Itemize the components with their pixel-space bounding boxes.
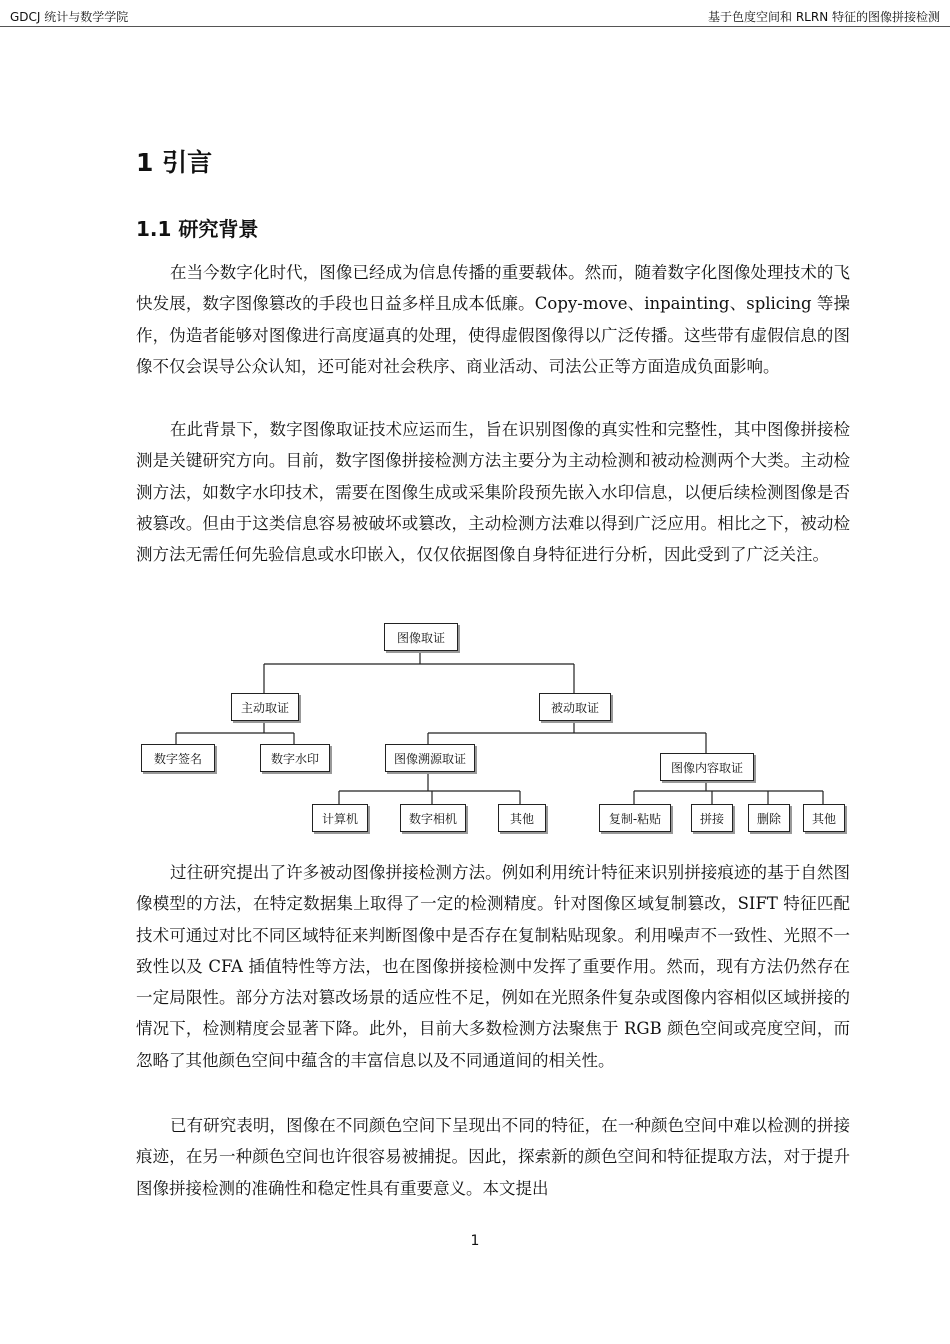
subsection-title: 1.1 研究背景	[136, 217, 259, 241]
paragraph: 过往研究提出了许多被动图像拼接检测方法。例如利用统计特征来识别拼接痕迹的基于自然图像模型的方法，在特定数据集上取得了一定的检测精度。针对图像区域复制篡改，SIFT 特征匹配技术可通过对比不同区域特征来判断图像中是否存在复制粘贴现象。利用噪声不一致性、光照不一致性以及 CFA 插值特性等方法，也在图像拼接检测中发挥了重要作用。然而，现有方法仍然存在一定局限性。部分方法对篡改场景的适应性不足，例如在光照条件复杂或图像内容相似区域拼接的情况下，检测精度会显著下降。此外，目前大多数检测方法聚焦于 RGB 颜色空间或亮度空间，而忽略了其他颜色空间中蕴含的丰富信息以及不同通道间的相关性。	[136, 863, 850, 1070]
forensics-tree-diagram	[136, 615, 850, 840]
node-passive: 被动取证	[539, 693, 611, 721]
section-title: 1 引言	[136, 148, 213, 177]
paragraph: 在此背景下，数字图像取证技术应运而生，旨在识别图像的真实性和完整性，其中图像拼接检测是关键研究方向。目前，数字图像拼接检测方法主要分为主动检测和被动检测两个大类。主动检测方法，如数字水印技术，需要在图像生成或采集阶段预先嵌入水印信息，以便后续检测图像是否被篡改。但由于这类信息容易被破坏或篡改，主动检测方法难以得到广泛应用。相比之下，被动检测方法无需任何先验信息或水印嵌入，仅仅依据图像自身特征进行分析，因此受到了广泛关注。	[136, 420, 850, 565]
page-number: 1	[470, 1233, 480, 1249]
node-active: 主动取证	[231, 693, 299, 721]
node-copy-paste: 复制-粘贴	[599, 804, 671, 832]
node-other-content: 其他	[803, 804, 845, 832]
diagram-connectors	[136, 615, 850, 840]
node-splice: 拼接	[691, 804, 733, 832]
node-computer: 计算机	[312, 804, 368, 832]
node-camera: 数字相机	[400, 804, 466, 832]
node-delete: 删除	[748, 804, 790, 832]
node-source: 图像溯源取证	[385, 744, 475, 772]
header-right-text: 基于色度空间和 RLRN 特征的图像拼接检测	[708, 10, 940, 24]
header-left-text: GDCJ 统计与数学学院	[10, 10, 129, 24]
paragraph: 在当今数字化时代，图像已经成为信息传播的重要载体。然而，随着数字化图像处理技术的飞快发展，数字图像篡改的手段也日益多样且成本低廉。Copy-move、inpainting、splicing 等操作，伪造者能够对图像进行高度逼真的处理，使得虚假图像得以广泛传播。这些带有虚假信息的图像不仅会误导公众认知，还可能对社会秩序、商业活动、司法公正等方面造成负面影响。	[136, 263, 850, 376]
paragraph: 已有研究表明，图像在不同颜色空间下呈现出不同的特征，在一种颜色空间中难以检测的拼接痕迹，在另一种颜色空间也许很容易被捕捉。因此，探索新的颜色空间和特征提取方法，对于提升图像拼接检测的准确性和稳定性具有重要意义。本文提出	[136, 1116, 850, 1198]
node-content: 图像内容取证	[660, 753, 754, 781]
page-header	[0, 0, 950, 27]
node-other-source: 其他	[498, 804, 546, 832]
node-watermark: 数字水印	[260, 744, 330, 772]
node-root: 图像取证	[384, 623, 458, 651]
node-signature: 数字签名	[141, 744, 215, 772]
